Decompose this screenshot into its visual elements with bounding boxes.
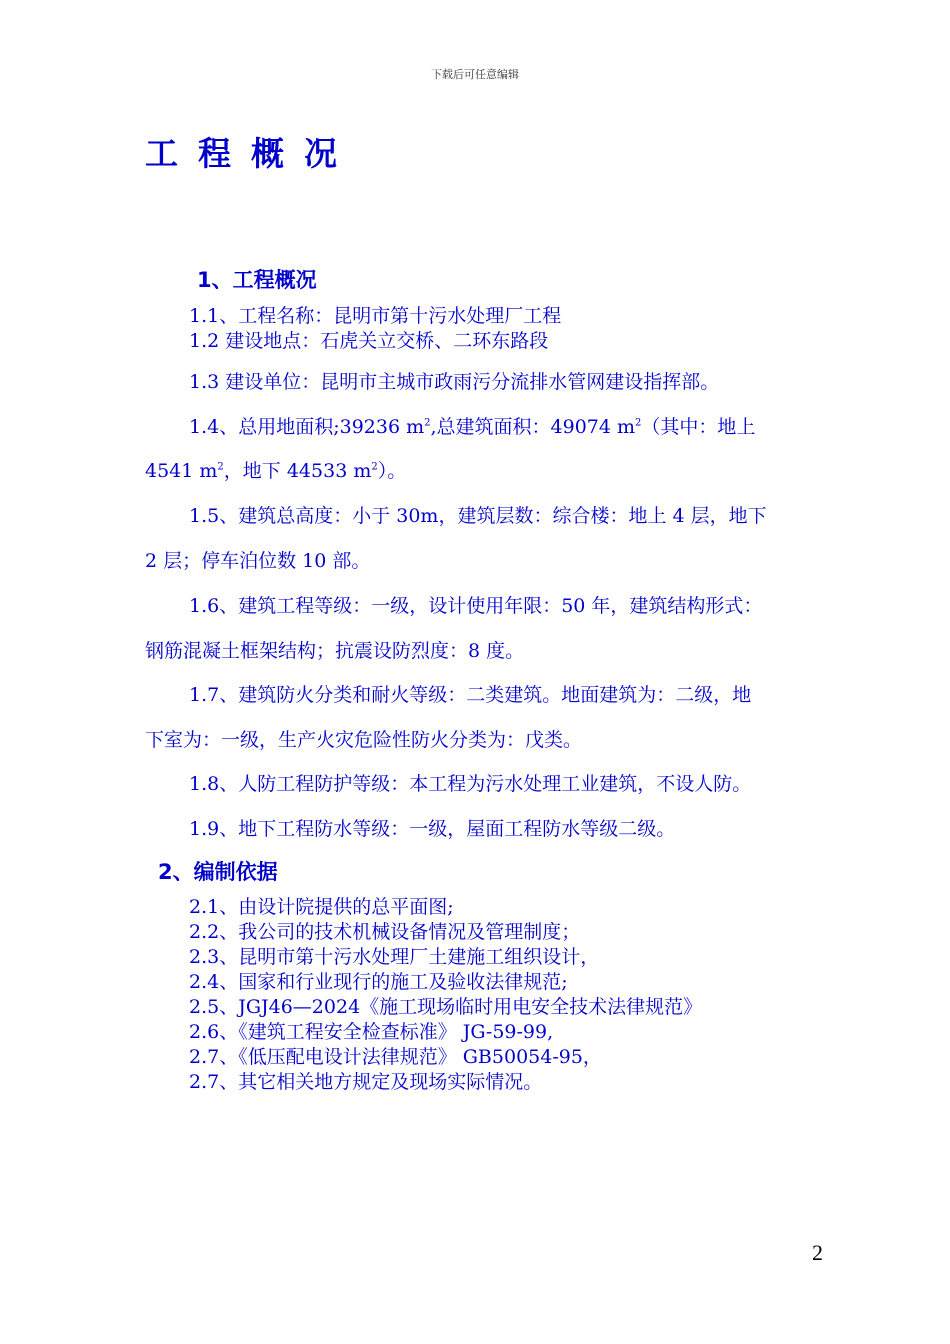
basis-item: 2.1、由设计院提供的总平面图;	[189, 896, 454, 918]
section-1-heading: 1、工程概况	[197, 268, 317, 292]
item-1-8: 1.8、人防工程防护等级：本工程为污水处理工业建筑，不设人防。	[189, 773, 752, 795]
item-1-6-line-1: 1.6、建筑工程等级：一级，设计使用年限：50 年，建筑结构形式：	[189, 595, 763, 617]
item-1-4-line-1: 1.4、总用地面积;39236 $m^2$,总建筑面积：49074 $m^2$（其中：地上	[189, 416, 756, 438]
item-1-7-line-1: 1.7、建筑防火分类和耐火等级：二类建筑。地面建筑为：二级，地	[189, 684, 752, 706]
basis-item: 2.2、我公司的技术机械设备情况及管理制度；	[189, 921, 581, 943]
item-1-6-line-2: 钢筋混凝土框架结构；抗震设防烈度：8 度。	[145, 640, 525, 662]
basis-item: 2.5、JGJ46—2024《施工现场临时用电安全技术法律规范》	[189, 996, 703, 1018]
basis-item: 2.7、其它相关地方规定及现场实际情况。	[189, 1071, 543, 1093]
item-1-5-line-2: 2 层；停车泊位数 10 部。	[145, 550, 371, 572]
page-number: 2	[812, 1240, 823, 1265]
basis-item: 2.4、国家和行业现行的施工及验收法律规范;	[189, 971, 568, 993]
item-1-2: 1.2 建设地点：石虎关立交桥、二环东路段	[189, 330, 549, 352]
item-1-1: 1.1、工程名称：昆明市第十污水处理厂工程	[189, 305, 562, 327]
item-1-9: 1.9、地下工程防水等级：一级，屋面工程防水等级二级。	[189, 818, 676, 840]
item-1-5-line-1: 1.5、建筑总高度：小于 30m，建筑层数：综合楼：地上 4 层，地下	[189, 505, 767, 527]
page-header-note: 下载后可任意编辑	[431, 68, 519, 81]
basis-item: 2.6、《建筑工程安全检查标准》 JG-59-99,	[189, 1021, 554, 1043]
item-1-7-line-2: 下室为：一级，生产火灾危险性防火分类为：戊类。	[145, 729, 583, 751]
item-1-4-line-2: 4541 $m^2$，地下 44533 $m^2$）。	[145, 460, 407, 482]
basis-item: 2.3、昆明市第十污水处理厂土建施工组织设计，	[189, 946, 600, 968]
basis-item: 2.7、《低压配电设计法律规范》 GB50054-95，	[189, 1046, 602, 1068]
item-1-3: 1.3 建设单位：昆明市主城市政雨污分流排水管网建设指挥部。	[189, 371, 720, 393]
section-2-heading: 2、编制依据	[158, 860, 278, 884]
page-title: 工程概况	[145, 134, 357, 173]
